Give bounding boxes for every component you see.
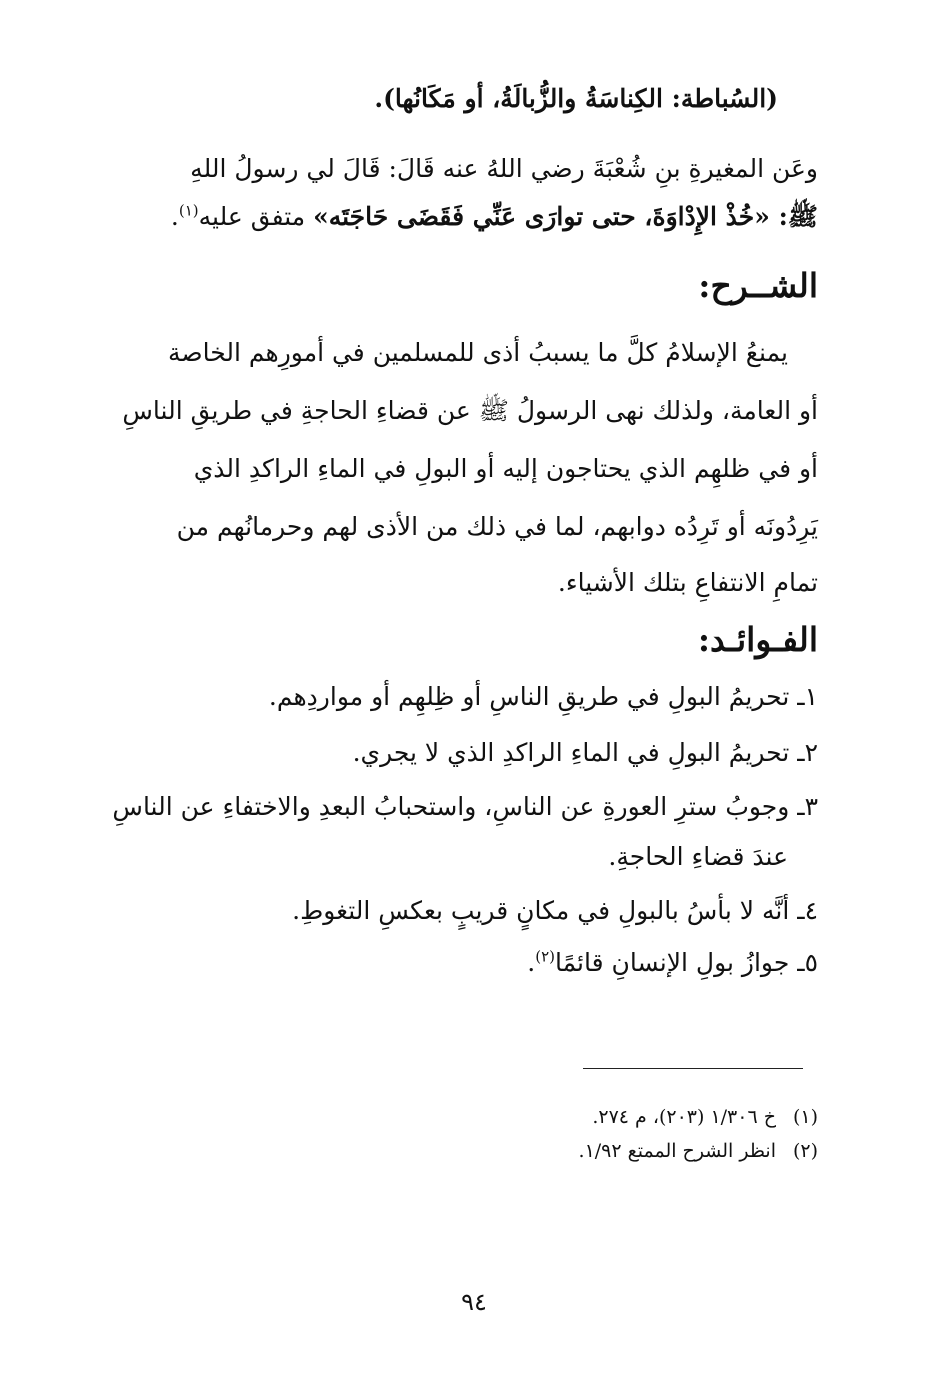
fawaid-item-2: ٢ـ تحريمُ البولِ في الماءِ الراكدِ الذي لا يجري. [352, 738, 818, 767]
hadith-source: متفق عليه [198, 202, 314, 231]
footnote-separator [583, 1068, 803, 1069]
hadith-line-2 [171, 200, 818, 234]
fawaid-item-5 [527, 946, 818, 980]
page-number: ٩٤ [461, 1288, 487, 1316]
fawaid-item-5-text: ٥ـ جوازُ بولِ الإنسانِ قائمًا [554, 948, 818, 977]
gloss-line: (السُباطة: الكِناسَةُ والزُّبالَةُ، أو مَكَانُها). [374, 84, 778, 113]
sharh-line-2: أو العامة، ولذلك نهى الرسولُ ﷺ عن قضاءِ الحاجةِ في طريقِ الناسِ [122, 396, 818, 425]
hadith-line-1: وعَن المغيرةِ بنِ شُعْبَةَ رضي اللهُ عنه قَالَ: قَالَ لي رسولُ اللهِ [190, 154, 818, 183]
footnote-1 [592, 1104, 818, 1130]
hadith-quote: ﷺ: «خُذْ الإِدْاوَةَ، حتى توارَى عَنِّي فَقَضَى حَاجَتَه» [313, 202, 818, 231]
footnote-ref-2: (٢) [535, 947, 555, 966]
sharh-line-3: أو في ظلهِم الذي يحتاجون إليه أو البولِ في الماءِ الراكدِ الذي [193, 454, 818, 483]
fawaid-item-1: ١ـ تحريمُ البولِ في طريقِ الناسِ أو ظِلهِم أو مواردِهم. [268, 682, 818, 711]
sharh-line-4: يَرِدُونَه أو تَرِدُه دوابهم، لما في ذلك من الأذى لهم وحرمانُهم من [176, 512, 818, 541]
footnote-1-text: خ ١/٣٠٦ (٢٠٣)، م ٢٧٤. [592, 1106, 776, 1128]
footnote-1-number: (١) [792, 1106, 818, 1128]
fawaid-heading: الفـوائـد: [697, 620, 818, 659]
footnote-ref-1: (١) [178, 201, 199, 220]
hadith-end: . [170, 202, 179, 231]
fawaid-item-5-end: . [527, 948, 536, 977]
footnote-2-text: انظر الشرح الممتع ١/٩٢. [578, 1140, 776, 1162]
sharh-heading: الشــرح: [698, 266, 818, 305]
sharh-line-1: يمنعُ الإسلامُ كلَّ ما يسببُ أذى للمسلمين في أمورِهم الخاصة [167, 338, 788, 367]
footnote-2 [579, 1138, 818, 1164]
fawaid-item-3: ٣ـ وجوبُ سترِ العورةِ عن الناسِ، واستحبابُ البعدِ والاختفاءِ عن الناسِ [112, 792, 818, 821]
fawaid-item-3-cont: عندَ قضاءِ الحاجةِ. [608, 842, 788, 871]
footnote-2-number: (٢) [792, 1140, 818, 1162]
sharh-line-5: تمامِ الانتفاعِ بتلك الأشياء. [557, 568, 818, 597]
fawaid-item-4: ٤ـ أنَّه لا بأسُ بالبولِ في مكانٍ قريبٍ بعكسِ التغوطِ. [292, 896, 818, 925]
